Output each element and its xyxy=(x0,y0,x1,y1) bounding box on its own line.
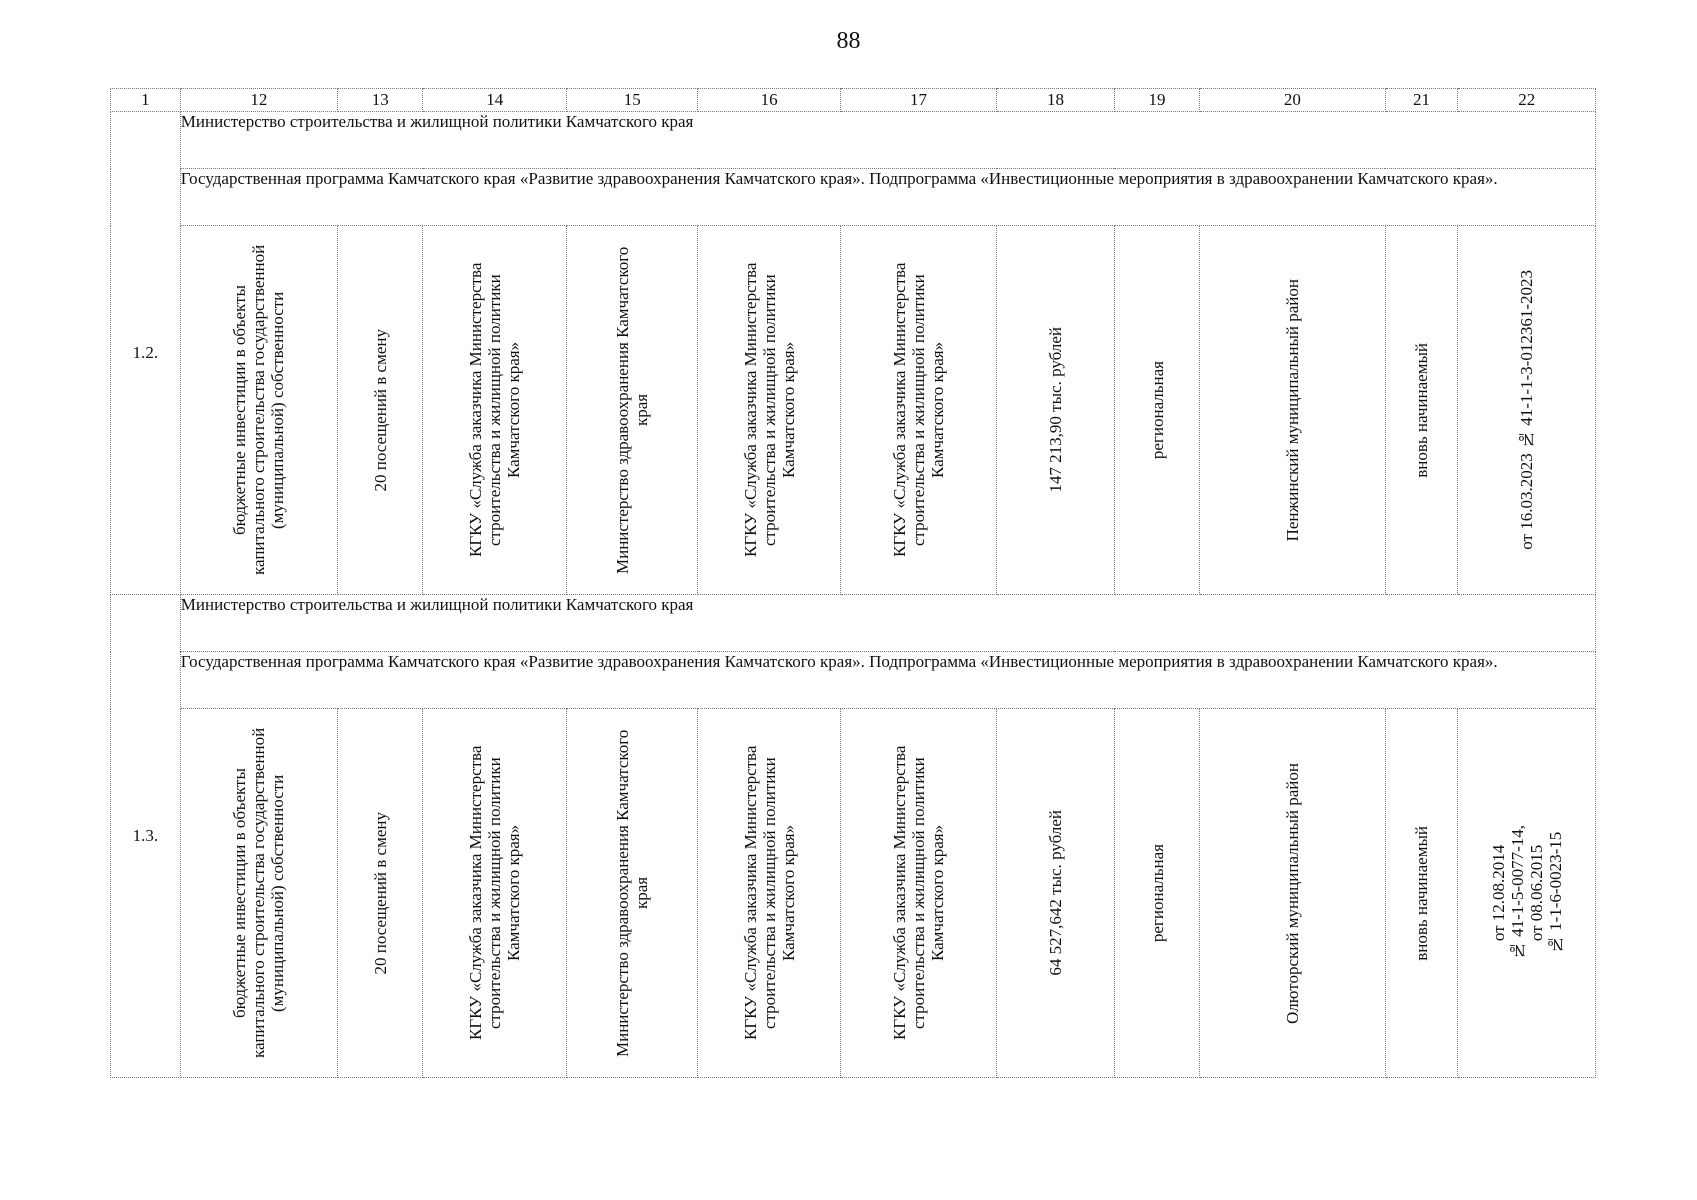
ownership-cell: региональная xyxy=(1114,709,1199,1078)
expertise-cell: от 16.03.2023 № 41-1-1-3-012361-2023 xyxy=(1458,226,1596,595)
header-row xyxy=(111,89,1596,112)
status-cell: вновь начинаемый xyxy=(1385,709,1458,1078)
column-header: 1 xyxy=(111,89,181,112)
developer-cell: КГКУ «Служба заказчика Министерства строительства и жилищной политики Камчатского края» xyxy=(698,226,841,595)
row-index: 1.3. xyxy=(111,595,181,1078)
program-cell: Государственная программа Камчатского края «Развитие здравоохранения Камчатского края». Подпрограмма «Инвестиционные мероприятия в здравоохранении Камчатского края». xyxy=(180,652,1595,709)
column-header: 21 xyxy=(1385,89,1458,112)
column-header: 12 xyxy=(180,89,337,112)
program-cell: Государственная программа Камчатского края «Развитие здравоохранения Камчатского края». Подпрограмма «Инвестиционные мероприятия в здравоохранении Камчатского края». xyxy=(180,169,1595,226)
expertise-cell: от 12.08.2014 № 41-1-5-0077-14, от 08.06.2015 № 1-1-6-0023-15 xyxy=(1458,709,1596,1078)
capacity-cell: 20 посещений в смену xyxy=(338,226,423,595)
ownership-cell: региональная xyxy=(1114,226,1199,595)
district-cell: Олюторский муниципальный район xyxy=(1200,709,1385,1078)
section-program-row xyxy=(111,169,1596,226)
ministry-cell: Министерство строительства и жилищной политики Камчатского края xyxy=(180,595,1595,652)
investment-type-cell: бюджетные инвестиции в объекты капитального строительства государственной (муниципальной) собственности xyxy=(180,226,337,595)
row-index: 1.2. xyxy=(111,112,181,595)
investment-table xyxy=(110,88,1596,1078)
column-header: 19 xyxy=(1114,89,1199,112)
ministry-cell: Министерство строительства и жилищной политики Камчатского края xyxy=(180,112,1595,169)
cost-cell: 64 527,642 тыс. рублей xyxy=(997,709,1115,1078)
column-header: 14 xyxy=(423,89,567,112)
column-header: 13 xyxy=(338,89,423,112)
status-cell: вновь начинаемый xyxy=(1385,226,1458,595)
cost-cell: 147 213,90 тыс. рублей xyxy=(997,226,1115,595)
customer-cell: КГКУ «Служба заказчика Министерства строительства и жилищной политики Камчатского края» xyxy=(423,709,567,1078)
section-ministry-row xyxy=(111,595,1596,652)
recipient-cell: КГКУ «Служба заказчика Министерства строительства и жилищной политики Камчатского края» xyxy=(840,226,996,595)
column-header: 15 xyxy=(567,89,698,112)
customer-cell: КГКУ «Служба заказчика Министерства строительства и жилищной политики Камчатского края» xyxy=(423,226,567,595)
column-header: 17 xyxy=(840,89,996,112)
responsible-cell: Министерство здравоохранения Камчатского края xyxy=(567,709,698,1078)
developer-cell: КГКУ «Служба заказчика Министерства строительства и жилищной политики Камчатского края» xyxy=(698,709,841,1078)
section-program-row xyxy=(111,652,1596,709)
district-cell: Пенжинский муниципальный район xyxy=(1200,226,1385,595)
column-header: 18 xyxy=(997,89,1115,112)
table-row xyxy=(111,709,1596,1078)
investment-type-cell: бюджетные инвестиции в объекты капитального строительства государственной (муниципальной) собственности xyxy=(180,709,337,1078)
recipient-cell: КГКУ «Служба заказчика Министерства строительства и жилищной политики Камчатского края» xyxy=(840,709,996,1078)
responsible-cell: Министерство здравоохранения Камчатского края xyxy=(567,226,698,595)
column-header: 22 xyxy=(1458,89,1596,112)
page-number: 88 xyxy=(836,28,861,54)
table-row xyxy=(111,226,1596,595)
capacity-cell: 20 посещений в смену xyxy=(338,709,423,1078)
column-header: 20 xyxy=(1200,89,1385,112)
column-header: 16 xyxy=(698,89,841,112)
section-ministry-row xyxy=(111,112,1596,169)
